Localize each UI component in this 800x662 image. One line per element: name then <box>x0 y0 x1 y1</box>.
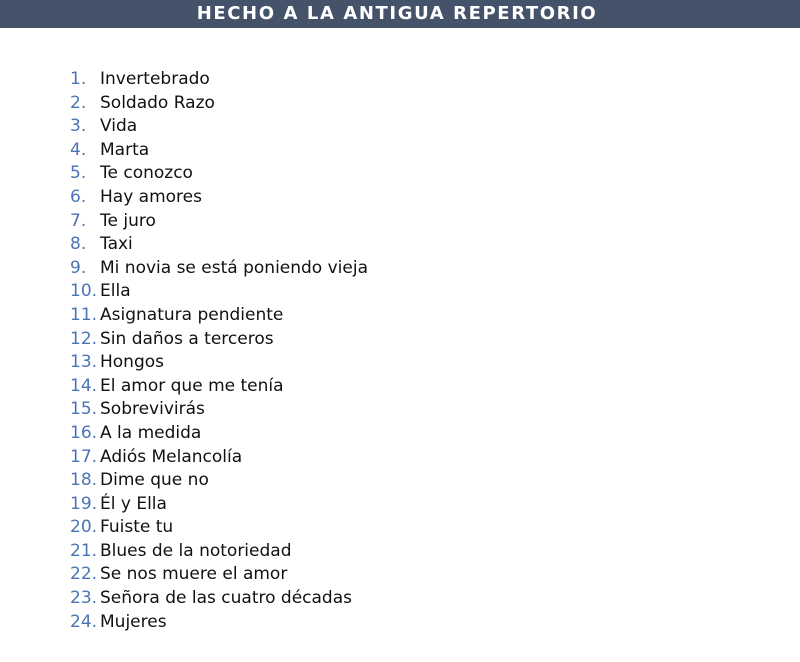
item-number: 7. <box>70 210 87 231</box>
list-item <box>0 563 800 587</box>
list-item <box>0 92 800 116</box>
list-item <box>0 257 800 281</box>
item-number: 10. <box>70 281 98 302</box>
item-number: 5. <box>70 163 87 184</box>
item-number: 8. <box>70 234 87 255</box>
song-title: Vida <box>100 116 138 137</box>
song-title: Mujeres <box>100 611 167 632</box>
song-title: Sobrevivirás <box>100 399 205 420</box>
item-number: 6. <box>70 186 87 207</box>
list-item <box>0 516 800 540</box>
item-number: 11. <box>70 304 98 325</box>
item-number: 4. <box>70 139 87 160</box>
list-item <box>0 469 800 493</box>
song-title: Taxi <box>100 234 133 255</box>
song-title: Te juro <box>100 210 156 231</box>
item-number: 22. <box>70 564 98 585</box>
list-item <box>0 233 800 257</box>
page-title: HECHO A LA ANTIGUA REPERTORIO <box>196 3 598 24</box>
list-item <box>0 422 800 446</box>
item-number: 14. <box>70 375 98 396</box>
list-item <box>0 210 800 234</box>
item-number: 13. <box>70 352 98 373</box>
item-number: 15. <box>70 399 98 420</box>
item-number: 17. <box>70 446 98 467</box>
item-number: 21. <box>70 540 98 561</box>
list-item <box>0 139 800 163</box>
list-item <box>0 398 800 422</box>
list-item <box>0 375 800 399</box>
item-number: 20. <box>70 517 98 538</box>
item-number: 12. <box>70 328 98 349</box>
song-title: Sin daños a terceros <box>100 328 274 349</box>
list-item <box>0 351 800 375</box>
list-item <box>0 68 800 92</box>
song-title: Invertebrado <box>100 69 210 89</box>
list-item <box>0 328 800 352</box>
item-number: 24. <box>70 611 98 632</box>
item-number: 2. <box>70 92 87 113</box>
item-number: 9. <box>70 257 87 278</box>
list-item <box>0 186 800 210</box>
item-number: 1. <box>70 69 87 89</box>
song-title: Blues de la notoriedad <box>100 540 292 561</box>
song-title: Marta <box>100 139 150 160</box>
song-title: Se nos muere el amor <box>100 564 288 585</box>
song-title: Asignatura pendiente <box>100 304 284 325</box>
list-item <box>0 493 800 517</box>
song-title: Mi novia se está poniendo vieja <box>100 257 368 278</box>
song-title: Hay amores <box>100 186 202 207</box>
list-item <box>0 280 800 304</box>
song-title: Hongos <box>100 352 165 373</box>
song-title: Ella <box>100 281 131 302</box>
song-title: Fuiste tu <box>100 517 174 538</box>
list-item <box>0 446 800 470</box>
item-number: 18. <box>70 470 98 491</box>
list-item <box>0 540 800 564</box>
list-item <box>0 115 800 139</box>
song-title: Soldado Razo <box>100 92 215 113</box>
song-title: Él y Ella <box>100 493 167 514</box>
item-number: 3. <box>70 116 87 137</box>
song-list <box>0 68 800 634</box>
item-number: 23. <box>70 588 98 609</box>
item-number: 19. <box>70 493 98 514</box>
list-item <box>0 162 800 186</box>
list-item <box>0 587 800 611</box>
song-title: A la medida <box>100 422 202 443</box>
song-title: Señora de las cuatro décadas <box>100 588 352 609</box>
song-title: El amor que me tenía <box>100 375 284 396</box>
item-number: 16. <box>70 422 98 443</box>
list-item <box>0 611 800 635</box>
song-title: Te conozco <box>100 163 193 184</box>
header-bar <box>0 0 800 28</box>
song-title: Dime que no <box>100 470 209 491</box>
list-item <box>0 304 800 328</box>
song-title: Adiós Melancolía <box>100 446 243 467</box>
